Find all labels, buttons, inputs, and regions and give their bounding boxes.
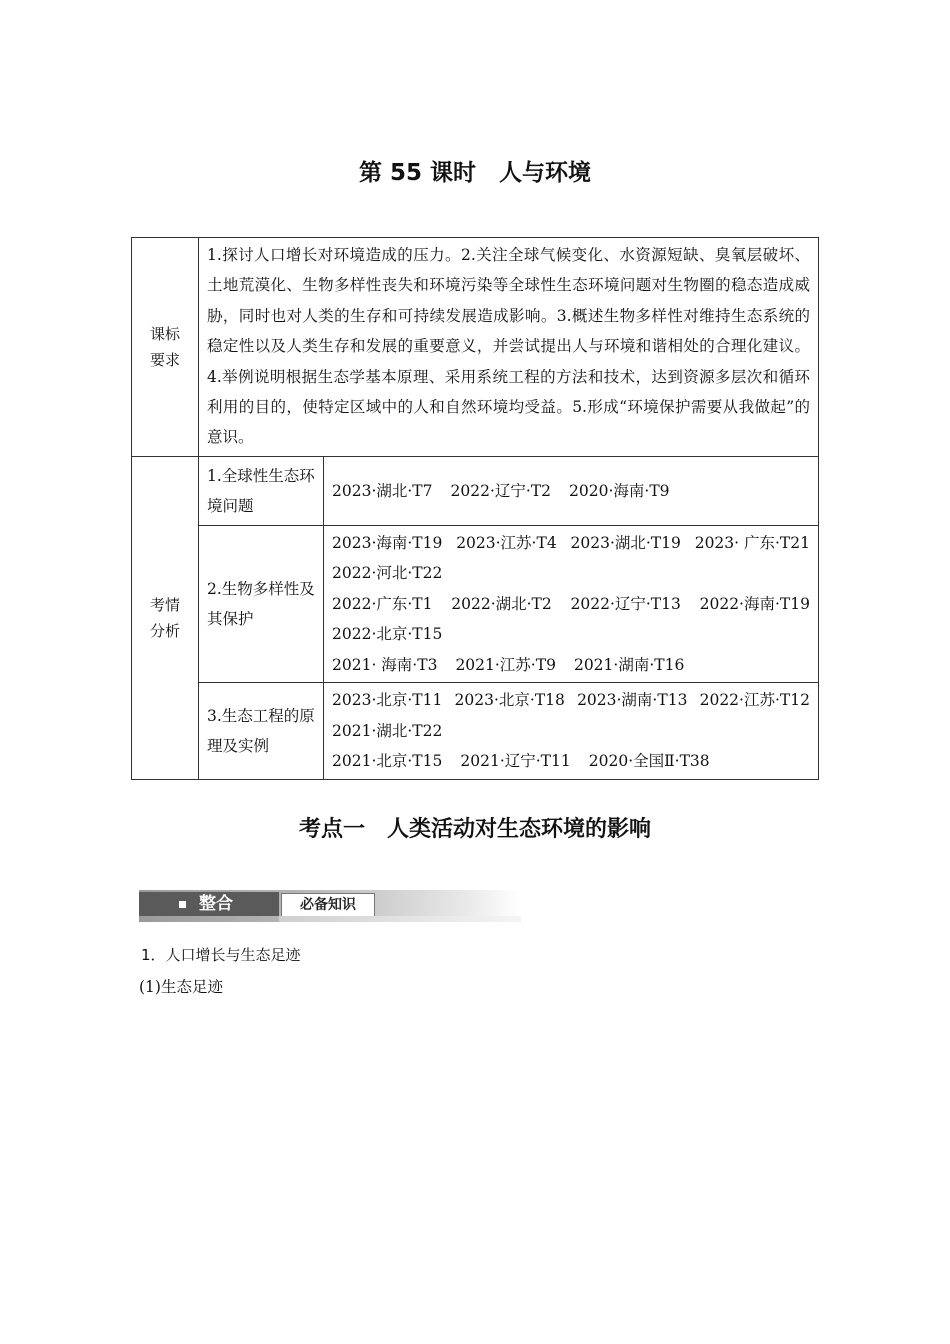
square-bullet-icon <box>179 901 186 908</box>
exam-item: 2022·河北·T22 <box>332 564 443 583</box>
exam-item: 2022·辽宁·T2 <box>450 481 552 500</box>
exam-line <box>332 476 810 507</box>
subheading-ecological-footprint: (1)生态足迹 <box>139 978 223 996</box>
exam-line <box>332 528 810 559</box>
exam-item: 2020·全国Ⅱ·T38 <box>588 752 710 771</box>
exam-items-cell <box>324 683 819 780</box>
topic-cell: 2.生物多样性及其保护 <box>199 525 324 683</box>
exam-items-cell <box>324 456 819 525</box>
topic-cell: 1.全球性生态环境问题 <box>199 456 324 525</box>
exam-item: 2020·海南·T9 <box>569 481 670 500</box>
exam-item: 2023·湖南·T13 <box>577 691 688 710</box>
exam-item: 2022·广东·T1 <box>332 594 433 613</box>
exam-item: 2022·海南·T19 <box>699 594 810 613</box>
exam-item: 2023·湖北·T19 <box>570 533 681 552</box>
section-banner <box>139 890 521 922</box>
section-title: 考点一 人类活动对生态环境的影响 <box>298 817 651 842</box>
exam-line <box>332 589 810 620</box>
exam-line <box>332 716 810 747</box>
exam-item: 2022·湖北·T2 <box>451 594 552 613</box>
banner-main-label: 整合 <box>199 894 233 914</box>
heading-population-footprint: 1．人口增长与生态足迹 <box>141 946 301 964</box>
banner-stripe <box>279 916 521 922</box>
exam-item: 2023·海南·T19 <box>332 533 443 552</box>
exam-item: 2023·北京·T18 <box>454 691 565 710</box>
exam-item: 2021·辽宁·T11 <box>460 752 571 771</box>
exam-item: 2021·湖南·T16 <box>573 655 685 674</box>
exam-item: 2021· 海南·T3 <box>332 655 438 674</box>
table-row <box>132 683 819 780</box>
banner-main <box>139 892 279 916</box>
exam-line <box>332 746 810 777</box>
exam-line <box>332 650 810 681</box>
table-row <box>132 238 819 457</box>
req-text-cell: 1.探讨人口增长对环境造成的压力。2.关注全球气候变化、水资源短缺、臭氧层破坏、土地荒漠化、生物多样性丧失和环境污染等全球性生态环境问题对生物圈的稳态造成威胁，同时也对人类的生存和可持续发展造成影响。3.概述生物多样性对维持生态系统的稳定性以及人类生存和发展的重要意义，并尝试提出人与环境和谐相处的合理化建议。4.举例说明根据生态学基本原理、采用系统工程的方法和技术，达到资源多层次和循环利用的目的，使特定区域中的人和自然环境均受益。5.形成“环境保护需要从我做起”的意识。 <box>199 238 819 457</box>
exam-line <box>332 619 810 650</box>
exam-item: 2022·北京·T15 <box>332 625 443 644</box>
exam-item: 2023·北京·T11 <box>332 691 443 710</box>
req-head-line: 要求 <box>149 350 180 369</box>
exam-item: 2021·江苏·T9 <box>455 655 556 674</box>
page-title: 第 55 课时 人与环境 <box>358 160 592 186</box>
topic-cell: 3.生态工程的原理及实例 <box>199 683 324 780</box>
requirements-table <box>131 237 819 780</box>
exam-item: 2022·江苏·T12 <box>699 691 810 710</box>
exam-item: 2021·北京·T15 <box>332 752 443 771</box>
exam-line <box>332 558 810 589</box>
banner-tag: 必备知识 <box>281 893 375 917</box>
exam-item: 2022·辽宁·T13 <box>570 594 681 613</box>
exam-items-cell <box>324 525 819 683</box>
exam-item: 2023· 广东·T21 <box>694 533 810 552</box>
table-row <box>132 525 819 683</box>
analysis-head-line: 分析 <box>149 621 180 640</box>
exam-item: 2021·湖北·T22 <box>332 721 443 740</box>
exam-line <box>332 685 810 716</box>
analysis-head-line: 考情 <box>149 595 180 614</box>
req-head-cell <box>132 238 199 457</box>
exam-item: 2023·湖北·T7 <box>332 481 433 500</box>
req-head-line: 课标 <box>149 324 180 343</box>
analysis-head-cell <box>132 456 199 779</box>
exam-item: 2023·江苏·T4 <box>456 533 557 552</box>
table-row <box>132 456 819 525</box>
